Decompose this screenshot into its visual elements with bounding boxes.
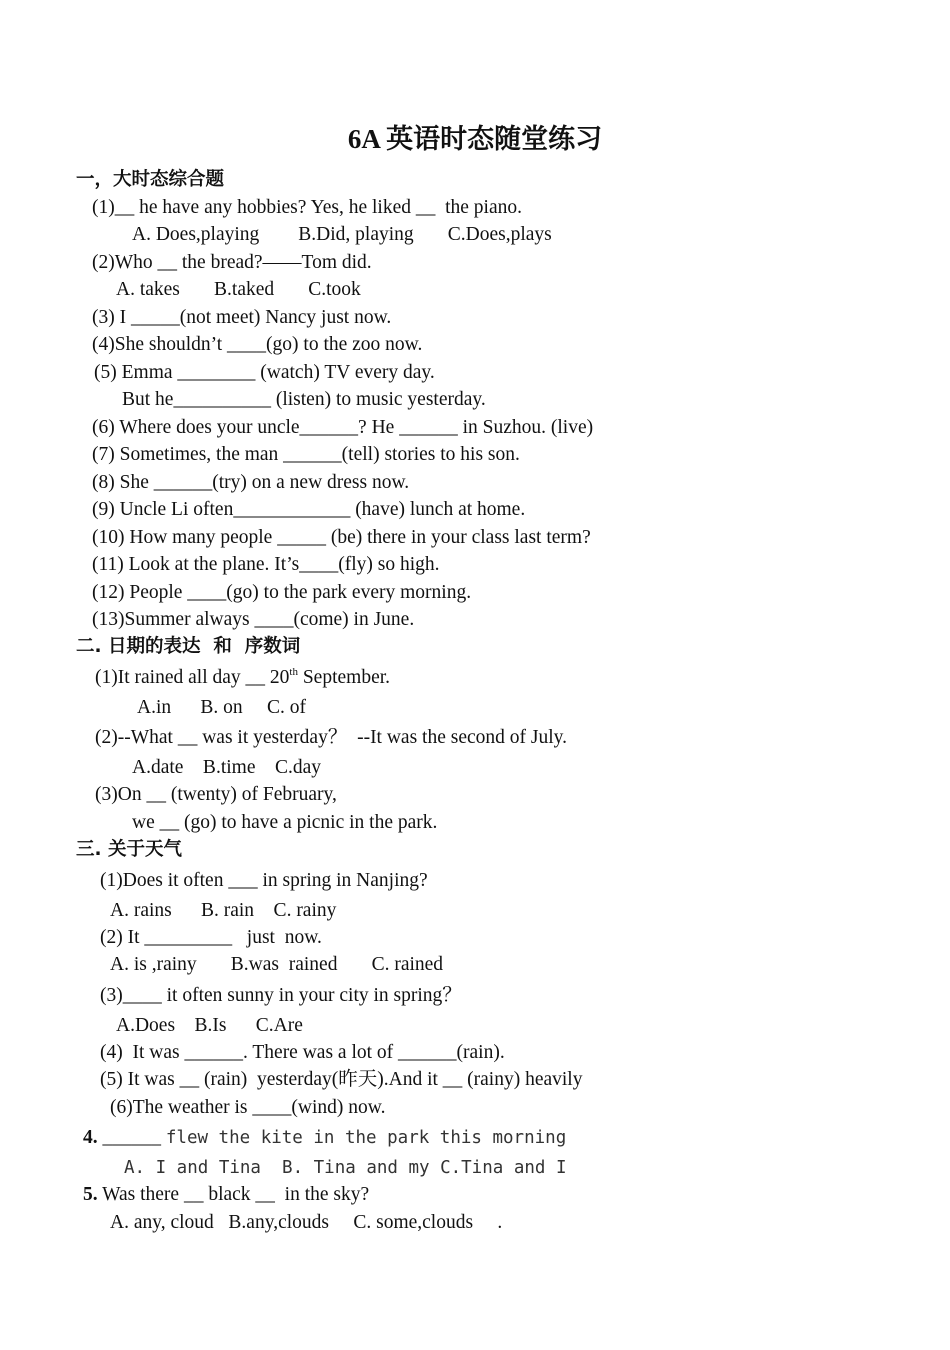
s3-question-3: (3)____ it often sunny in your city in spring？	[100, 985, 462, 1006]
s4-options: A. I and Tina B. Tina and my C.Tina and I	[124, 1158, 567, 1178]
s1-question-9: (9) Uncle Li often____________ (have) lunch at home.	[92, 499, 526, 520]
s1-question-8: (8) She ______(try) on a new dress now.	[92, 472, 410, 493]
s5-options: A. any, cloud B.any,clouds C. some,clouds .	[110, 1212, 503, 1233]
page-title: 6A 英语时态随堂练习	[347, 124, 603, 154]
s2-question-1-superscript: th	[289, 665, 298, 678]
s1-question-13: (13)Summer always ____(come) in June.	[92, 609, 415, 630]
s1-question-2: (2)Who __ the bread?——Tom did.	[92, 252, 372, 273]
s2-question-1	[95, 666, 390, 690]
s3-question-2: (2) It _________ just now.	[100, 927, 322, 948]
s2-question-1-tail: September.	[297, 667, 391, 688]
s3-question-5: (5) It was __ (rain) yesterday(昨天).And it __ (rainy) heavily	[100, 1069, 583, 1090]
s2-question-3a: (3)On __ (twenty) of February,	[95, 784, 337, 805]
section-1-heading: 一，大时态综合题	[76, 169, 225, 190]
s4-question	[83, 1126, 566, 1150]
s1-question-12: (12) People ____(go) to the park every morning.	[92, 582, 472, 603]
s2-question-2: (2)--What __ was it yesterday？ --It was the second of July.	[95, 727, 568, 748]
s2-question-1-options: A.in B. on C. of	[137, 697, 307, 718]
s1-question-5a: (5) Emma ________ (watch) TV every day.	[94, 362, 435, 383]
s1-question-2-options: A. takes B.taked C.took	[116, 279, 361, 300]
s1-question-11: (11) Look at the plane. It’s____(fly) so high.	[92, 554, 440, 575]
s5-question	[83, 1183, 369, 1207]
s1-question-3: (3) I _____(not meet) Nancy just now.	[92, 307, 392, 328]
s2-question-1-text: (1)It rained all day __ 20	[95, 667, 290, 688]
s3-question-2-options: A. is ,rainy B.was rained C. rained	[110, 954, 444, 975]
s4-blank: ______	[97, 1127, 166, 1148]
s3-question-4: (4) It was ______. There was a lot of ______(rain).	[100, 1042, 505, 1063]
s1-question-7: (7) Sometimes, the man ______(tell) stories to his son.	[92, 444, 520, 465]
s5-text: Was there __ black __ in the sky?	[97, 1184, 370, 1205]
section-3-heading: 三. 关于天气	[76, 839, 182, 860]
s1-question-6: (6) Where does your uncle______? He ______ in Suzhou. (live)	[92, 417, 594, 438]
s4-text: flew the kite in the park this morning	[165, 1128, 567, 1148]
s5-number: 5.	[83, 1184, 98, 1205]
s3-question-3-options: A.Does B.Is C.Are	[116, 1015, 303, 1036]
s1-question-1: (1)__ he have any hobbies? Yes, he liked __ the piano.	[92, 197, 522, 218]
s3-question-6: (6)The weather is ____(wind) now.	[110, 1097, 386, 1118]
section-2-heading: 二. 日期的表达 和 序数词	[76, 636, 301, 657]
s1-question-5b: But he__________ (listen) to music yesterday.	[122, 389, 486, 410]
s1-question-1-options: A. Does,playing B.Did, playing C.Does,plays	[132, 224, 552, 245]
s1-question-4: (4)She shouldn’t ____(go) to the zoo now.	[92, 334, 423, 355]
s2-question-2-options: A.date B.time C.day	[132, 757, 322, 778]
s3-question-1: (1)Does it often ___ in spring in Nanjing?	[100, 870, 428, 891]
s1-question-10: (10) How many people _____ (be) there in your class last term?	[92, 527, 591, 548]
s3-question-1-options: A. rains B. rain C. rainy	[110, 900, 337, 921]
s4-number: 4.	[83, 1127, 98, 1148]
s2-question-3b: we __ (go) to have a picnic in the park.	[132, 812, 438, 833]
